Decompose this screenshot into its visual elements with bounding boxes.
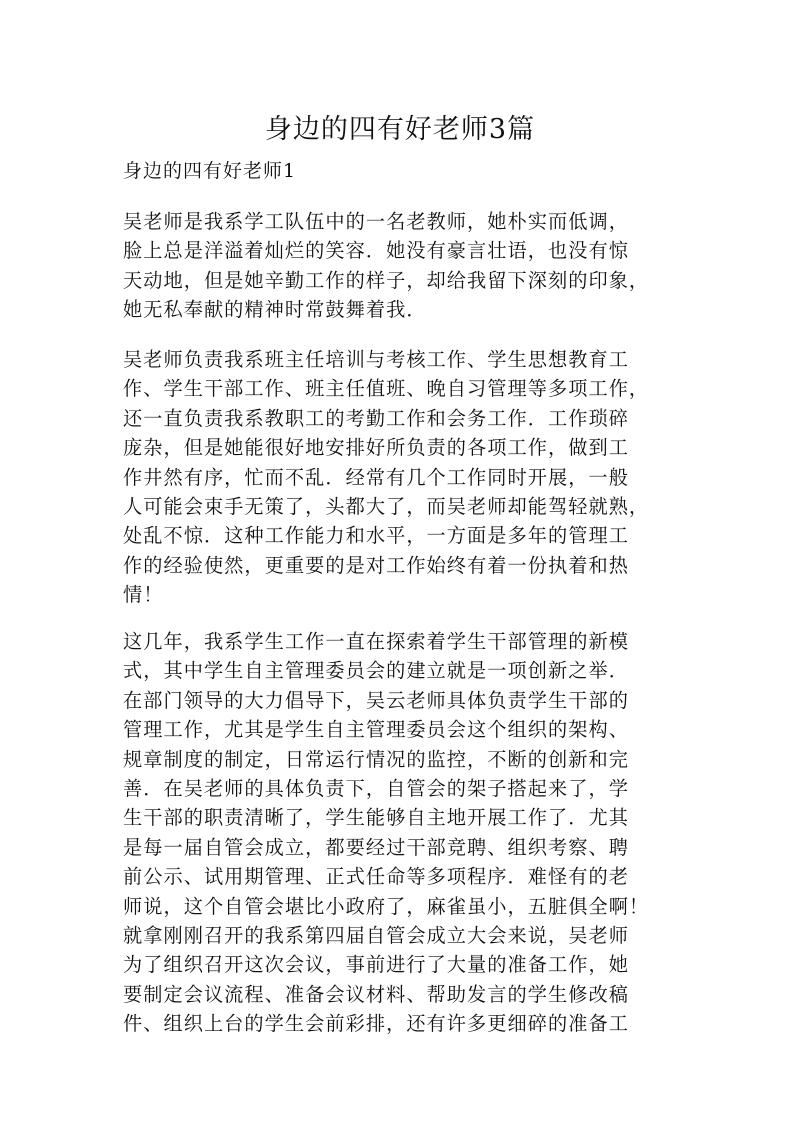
paragraph-line: 在部门领导的大力倡导下，吴云老师具体负责学生干部的 — [123, 688, 629, 712]
paragraph-line: 她无私奉献的精神时常鼓舞着我． — [123, 298, 427, 322]
paragraph-line: 作井然有序，忙而不乱．经常有几个工作同时开展，一般 — [123, 465, 629, 489]
paragraph-line: 情！ — [123, 583, 164, 607]
paragraph-line: 善．在吴老师的具体负责下，自管会的架子搭起来了，学 — [123, 776, 629, 800]
paragraph-line: 这几年，我系学生工作一直在探索着学生干部管理的新模 — [123, 630, 629, 653]
section-subtitle: 身边的四有好老师1 — [123, 160, 297, 182]
paragraph-line: 还一直负责我系教职工的考勤工作和会务工作．工作琐碎 — [123, 406, 629, 430]
document-title: 身边的四有好老师3篇 — [264, 114, 536, 145]
paragraph-line: 要制定会议流程、准备会议材料、帮助发言的学生修改稿 — [123, 982, 629, 1006]
paragraph-line: 管理工作，尤其是学生自主管理委员会这个组织的架构、 — [123, 718, 629, 742]
paragraph-line: 件、组织上台的学生会前彩排，还有许多更细碎的准备工 — [123, 1012, 629, 1036]
paragraph-line: 作的经验使然，更重要的是对工作始终有着一份执着和热 — [123, 553, 629, 577]
paragraph-line: 师说，这个自管会堪比小政府了，麻雀虽小，五脏俱全啊！ — [123, 894, 650, 918]
paragraph-line: 作、学生干部工作、班主任值班、晚自习管理等多项工作， — [123, 377, 650, 401]
paragraph-line: 天动地，但是她辛勤工作的样子，却给我留下深刻的印象， — [123, 268, 650, 292]
paragraph-line: 生干部的职责清晰了，学生能够自主地开展工作了．尤其 — [123, 806, 629, 830]
paragraph-line: 吴老师是我系学工队伍中的一名老教师，她朴实而低调， — [123, 210, 629, 233]
paragraph-line: 庞杂，但是她能很好地安排好所负责的各项工作，做到工 — [123, 436, 629, 460]
paragraph-line: 前公示、试用期管理、正式任命等多项程序．难怪有的老 — [123, 865, 629, 889]
paragraph-line: 式，其中学生自主管理委员会的建立就是一项创新之举． — [123, 659, 629, 683]
paragraph-line: 规章制度的制定，日常运行情况的监控，不断的创新和完 — [123, 747, 629, 771]
paragraph-line: 处乱不惊．这种工作能力和水平，一方面是多年的管理工 — [123, 524, 629, 548]
paragraph-line: 是每一届自管会成立，都要经过干部竞聘、组织考察、聘 — [123, 835, 629, 859]
paragraph-1 — [123, 207, 683, 325]
paragraph-2 — [123, 345, 683, 610]
paragraph-line: 脸上总是洋溢着灿烂的笑容．她没有豪言壮语，也没有惊 — [123, 239, 629, 263]
paragraph-line: 就拿刚刚召开的我系第四届自管会成立大会来说，吴老师 — [123, 923, 629, 947]
paragraph-3 — [123, 627, 683, 1038]
paragraph-line: 吴老师负责我系班主任培训与考核工作、学生思想教育工 — [123, 348, 629, 371]
paragraph-line: 人可能会束手无策了，头都大了，而吴老师却能驾轻就熟， — [123, 494, 650, 518]
paragraph-line: 为了组织召开这次会议，事前进行了大量的准备工作，她 — [123, 953, 629, 977]
